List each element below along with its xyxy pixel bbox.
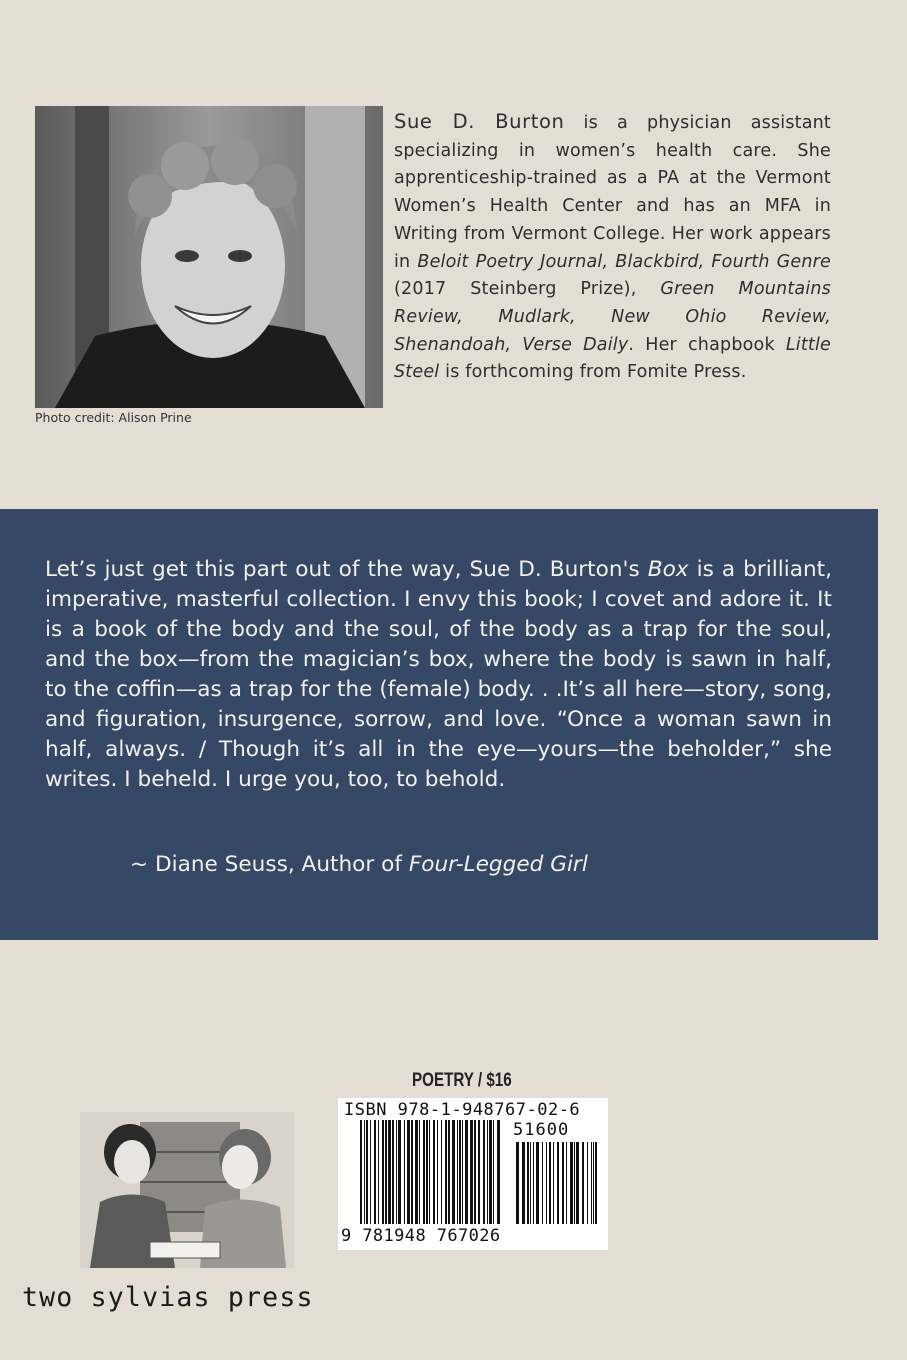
barcode-bar: [448, 1120, 450, 1224]
price-barcode-bar: [570, 1142, 573, 1224]
price-barcode-bar: [522, 1142, 525, 1224]
price-barcode-bar: [562, 1142, 564, 1224]
author-portrait-image: [35, 106, 383, 408]
bio-text-4: is forthcoming from Fomite Press.: [439, 362, 747, 383]
barcode-bar: [419, 1120, 420, 1224]
price-barcode-bar: [566, 1142, 567, 1224]
barcode-bar: [374, 1120, 376, 1224]
blurb-text-1: Let’s just get this part out of the way, Sue D. Burton's: [45, 557, 648, 582]
barcode-bar: [404, 1120, 405, 1224]
author-photo: [35, 106, 383, 408]
barcode-bar: [459, 1120, 461, 1224]
barcode-bar: [360, 1120, 362, 1224]
barcode-bar: [411, 1120, 413, 1224]
price-barcode-bar: [542, 1142, 543, 1224]
barcode-number: 9 781948 767026: [341, 1226, 501, 1246]
barcode-bar: [407, 1120, 410, 1224]
blurb-book-title: Box: [647, 557, 689, 582]
barcode-bar: [382, 1120, 384, 1224]
barcode-bar: [470, 1120, 473, 1224]
price-barcode-bar: [549, 1142, 551, 1224]
price-barcode-bar: [536, 1142, 539, 1224]
barcode-bar: [445, 1120, 447, 1224]
barcode-bar: [452, 1120, 455, 1224]
barcode-bar: [441, 1120, 442, 1224]
attribution-prefix: ~ Diane Seuss, Author of: [130, 852, 409, 877]
bio-text-3: . Her chapbook: [628, 334, 786, 355]
price-barcode-bar: [546, 1142, 547, 1224]
barcode-bar: [378, 1120, 379, 1224]
price-barcode-bar: [533, 1142, 534, 1224]
bio-chapbook-title: Little Steel: [394, 334, 831, 383]
barcode-bar: [487, 1120, 488, 1224]
photo-credit: Photo credit: Alison Prine: [35, 410, 192, 425]
barcode-bar: [437, 1120, 438, 1224]
two-women-reading-illustration: [80, 1112, 294, 1268]
bio-publications-2: Green Mountains Review, Mudlark, New Ohio Review, Shenandoah, Verse Daily: [394, 279, 832, 355]
price-code: 51600: [513, 1120, 570, 1140]
price-barcode-bar: [587, 1142, 588, 1224]
barcode-bar: [426, 1120, 428, 1224]
barcode-bar: [433, 1120, 435, 1224]
bio-text-2: (2017 Steinberg Prize),: [394, 279, 661, 300]
barcode-bar: [388, 1120, 391, 1224]
publisher-name: two sylvias press: [22, 1282, 314, 1313]
barcode-bar: [493, 1120, 494, 1224]
barcode-bar: [398, 1120, 401, 1224]
isbn-label: ISBN 978-1-948767-02-6: [344, 1100, 581, 1120]
publisher-illustration: [80, 1112, 294, 1268]
price-barcode-bar: [576, 1142, 579, 1224]
price-barcode-bar: [527, 1142, 529, 1224]
barcode-bar: [457, 1120, 458, 1224]
price-barcode-bar: [553, 1142, 554, 1224]
blurb-attribution: [130, 852, 588, 877]
barcode-bar: [497, 1120, 500, 1224]
bio-text-1: is a physician assistant specializing in women’s health care. She apprenticeship-trained as a PA at the Vermont Women’s Health Center and has an MFA in Writing from Vermont College. Her work appears in: [394, 113, 831, 272]
price-barcode-bar: [574, 1142, 575, 1224]
barcode-bar: [396, 1120, 397, 1224]
barcode-bar: [370, 1120, 371, 1224]
barcode-bar: [429, 1120, 430, 1224]
barcode-bar: [385, 1120, 387, 1224]
barcode-bar: [465, 1120, 468, 1224]
barcode-bar: [462, 1120, 463, 1224]
barcode-bar: [392, 1120, 394, 1224]
barcode-bar: [415, 1120, 418, 1224]
attribution-book-title: Four-Legged Girl: [408, 852, 588, 877]
barcode-bar: [366, 1120, 368, 1224]
price-barcode-bar: [530, 1142, 531, 1224]
barcode-bar: [423, 1120, 425, 1224]
price-barcode-bar: [557, 1142, 559, 1224]
category-price: POETRY / $16: [412, 1070, 512, 1091]
barcode-bar: [364, 1120, 365, 1224]
barcode-bar: [474, 1120, 476, 1224]
blurb-text-2: is a brilliant, imperative, masterful collection. I envy this book; I covet and adore it. It is a book of the body and the soul, of the body as a trap for the soul, and the box—from the magician’s box, where the body is sawn in half, to the coffin—as a trap for the (female) body. . .It’s all here—story, song, and figuration, insurgence, sorrow, and love. “Once a woman sawn in half, always. / Though it’s all in the eye—yours—the beholder,” she writes. I beheld. I urge you, too, to behold.: [45, 557, 833, 792]
author-name: Sue D. Burton: [394, 110, 565, 133]
price-barcode-bar: [582, 1142, 584, 1224]
barcode-bar: [489, 1120, 492, 1224]
blurb-quote: [45, 555, 832, 795]
barcode-bar: [483, 1120, 485, 1224]
price-barcode-bar: [516, 1142, 519, 1224]
price-barcode-bar: [593, 1142, 594, 1224]
price-barcode-bar: [591, 1142, 592, 1224]
price-barcode-bar: [595, 1142, 597, 1224]
author-bio: [394, 108, 831, 387]
barcode-bar: [478, 1120, 480, 1224]
bio-publications-1: Beloit Poetry Journal, Blackbird, Fourth Genre: [417, 251, 831, 272]
